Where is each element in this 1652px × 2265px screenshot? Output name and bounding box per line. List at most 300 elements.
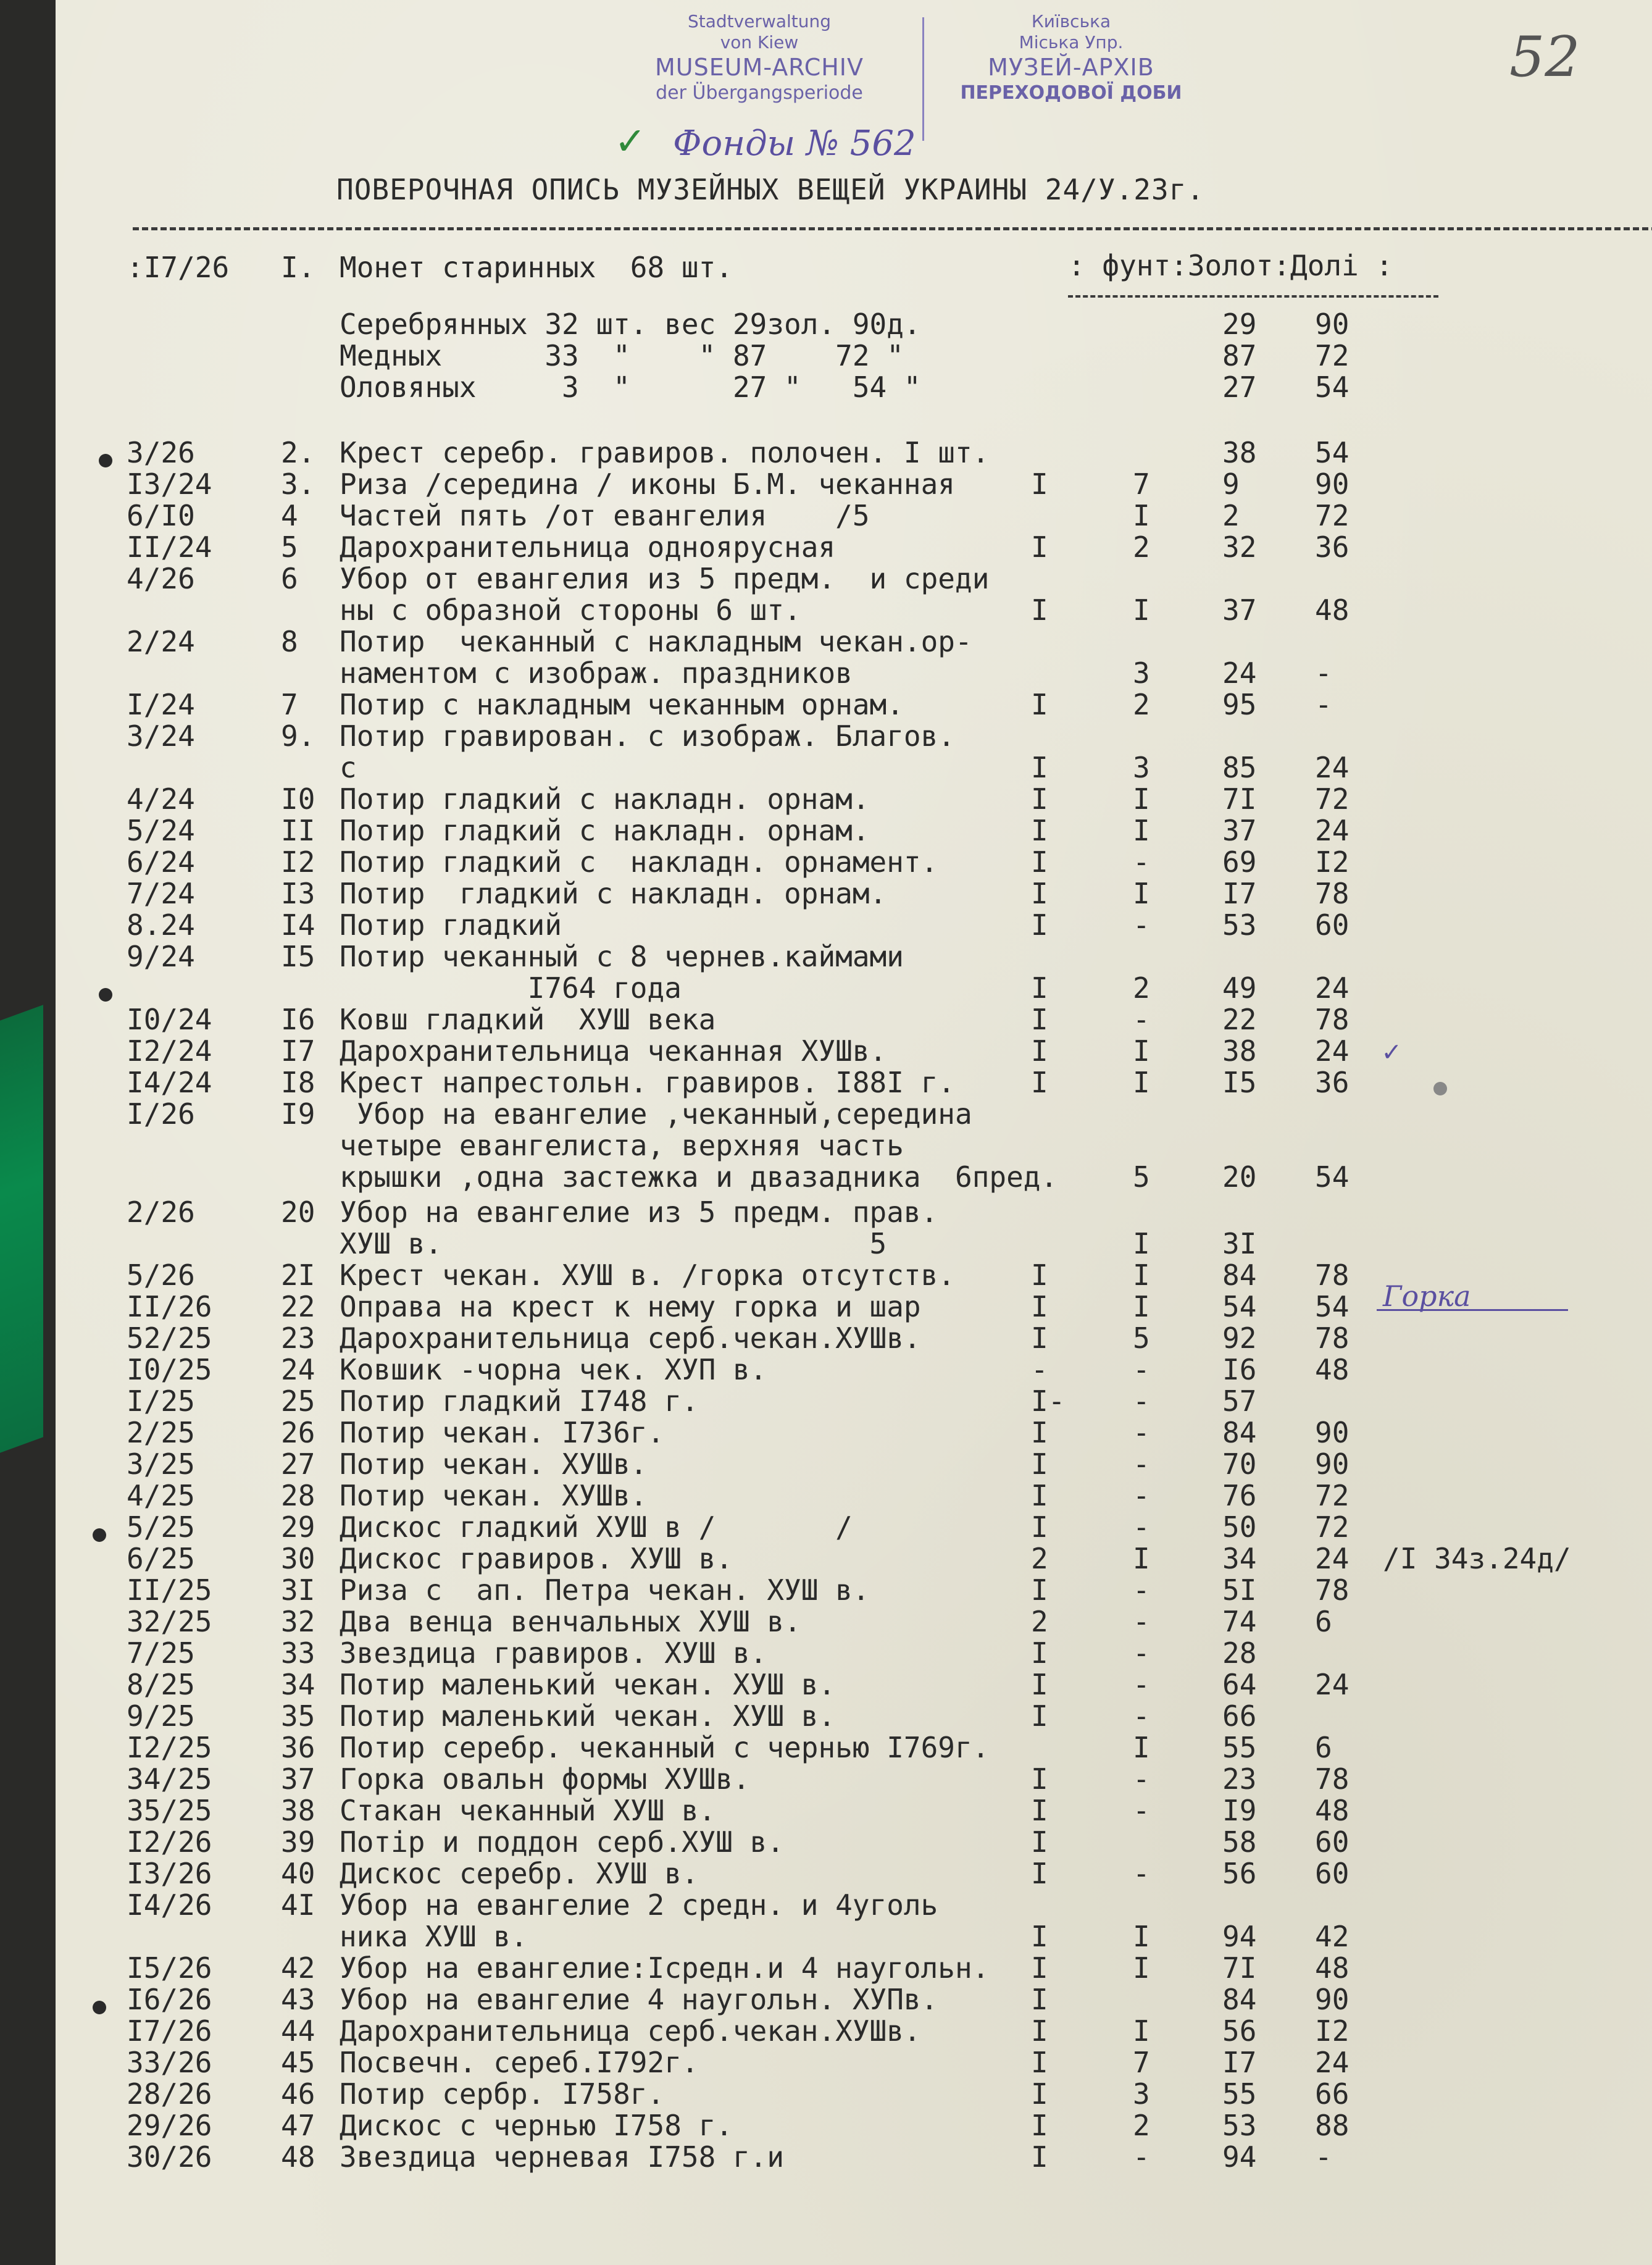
item-description: Дарохранительница серб.чекан.ХУШв. bbox=[340, 1321, 921, 1355]
item-description: наментом с изображ. праздников bbox=[340, 656, 853, 690]
weight-funt: - bbox=[1133, 1636, 1150, 1670]
weight-doli: - bbox=[1315, 688, 1332, 721]
inventory-number: I/24 bbox=[127, 688, 195, 721]
weight-funt: - bbox=[1133, 1794, 1150, 1827]
weight-funt: 2 bbox=[1133, 688, 1150, 721]
item-description: Потир гравирован. с изображ. Благов. bbox=[340, 719, 955, 753]
item-description: Монет старинных 68 шт. bbox=[340, 251, 733, 284]
item-description: Звездица черневая I758 г.и bbox=[340, 2140, 785, 2174]
inventory-number: 34/25 bbox=[127, 1762, 212, 1796]
inventory-number: 9/24 bbox=[127, 940, 195, 973]
weight-doli: 6 bbox=[1315, 1605, 1332, 1638]
weight-zolot: 37 bbox=[1222, 814, 1257, 847]
item-count: I bbox=[1031, 2077, 1048, 2111]
item-description: ХУШ в. 5 bbox=[340, 1227, 887, 1260]
stamp-line: ПЕРЕХОДОВОЇ ДОБИ bbox=[960, 82, 1182, 104]
weight-funt: I bbox=[1133, 1542, 1150, 1575]
stamp-line: МУЗЕЙ-АРХІВ bbox=[988, 54, 1154, 81]
item-description: Потир гладкий с накладн. орнамент. bbox=[340, 845, 938, 879]
item-description: Потир гладкий I748 г. bbox=[340, 1384, 699, 1418]
item-description: I764 года bbox=[340, 971, 682, 1005]
weight-doli: 24 bbox=[1315, 1034, 1350, 1068]
item-count: I bbox=[1031, 2014, 1048, 2048]
item-count: I bbox=[1031, 1825, 1048, 1859]
inventory-number: 6/25 bbox=[127, 1542, 195, 1575]
weight-doli: 66 bbox=[1315, 2077, 1350, 2111]
row-note: /I 34з.24д/ bbox=[1383, 1542, 1571, 1575]
item-number: 39 bbox=[281, 1825, 315, 1859]
item-description: Убор от евангелия из 5 предм. и среди bbox=[340, 562, 990, 595]
weight-funt: - bbox=[1133, 1447, 1150, 1481]
item-description: Дарохранительница серб.чекан.ХУШв. bbox=[340, 2014, 921, 2048]
header-rule bbox=[133, 227, 1652, 230]
item-number: I4 bbox=[281, 908, 315, 942]
item-description: Убор на евангелие из 5 предм. прав. bbox=[340, 1195, 938, 1229]
inventory-number: 3/25 bbox=[127, 1447, 195, 1481]
dot-mark bbox=[99, 454, 112, 467]
document-page bbox=[56, 0, 1652, 2265]
inventory-number: 6/24 bbox=[127, 845, 195, 879]
stamp-line: Міська Упр. bbox=[1019, 32, 1124, 52]
weight-zolot: 55 bbox=[1222, 2077, 1257, 2111]
inventory-number: 30/26 bbox=[127, 2140, 212, 2174]
weight-funt: - bbox=[1133, 1605, 1150, 1638]
weight-doli: 24 bbox=[1315, 1542, 1350, 1575]
inventory-number: 28/26 bbox=[127, 2077, 212, 2111]
weight-funt: - bbox=[1133, 1353, 1150, 1386]
item-description: Риза /середина / иконы Б.М. чеканная bbox=[340, 467, 955, 501]
item-description: Оправа на крест к нему горка и шар bbox=[340, 1290, 921, 1323]
stamp-line: MUSEUM-ARCHIV bbox=[654, 54, 864, 81]
weight-doli: 78 bbox=[1315, 1321, 1350, 1355]
item-description: Потир гладкий с накладн. орнам. bbox=[340, 782, 870, 816]
weight-funt: - bbox=[1133, 1384, 1150, 1418]
weight-doli: 90 bbox=[1315, 467, 1350, 501]
item-number: I0 bbox=[281, 782, 315, 816]
inventory-number: 52/25 bbox=[127, 1321, 212, 1355]
item-description: Крест серебр. гравиров. полочен. I шт. bbox=[340, 436, 990, 469]
weight-funt: - bbox=[1133, 1699, 1150, 1733]
weight-funt: 3 bbox=[1133, 656, 1150, 690]
item-count: I bbox=[1031, 1951, 1048, 1985]
inventory-number: 6/I0 bbox=[127, 499, 195, 532]
dot-mark bbox=[93, 1528, 106, 1542]
item-description: четыре евангелиста, верхняя часть bbox=[340, 1129, 904, 1162]
weight-funt: 2 bbox=[1133, 2109, 1150, 2142]
item-number: 2I bbox=[281, 1258, 315, 1292]
stamp-line: Київська bbox=[1031, 11, 1111, 31]
weight-doli: 54 bbox=[1315, 1160, 1350, 1194]
weight-doli: 54 bbox=[1315, 436, 1350, 469]
weight-doli: 78 bbox=[1315, 1573, 1350, 1607]
item-number: 35 bbox=[281, 1699, 315, 1733]
inventory-number: 32/25 bbox=[127, 1605, 212, 1638]
weight-funt: 2 bbox=[1133, 530, 1150, 564]
item-description: Потир сербр. I758г. bbox=[340, 2077, 665, 2111]
weight-doli: 72 bbox=[1315, 1479, 1350, 1512]
item-description: Дискос серебр. ХУШ в. bbox=[340, 1857, 699, 1890]
item-number: 4I bbox=[281, 1888, 315, 1922]
weight-zolot: I7 bbox=[1222, 2046, 1257, 2079]
item-description: Дискос с чернью I758 г. bbox=[340, 2109, 733, 2142]
weight-funt: I bbox=[1133, 1951, 1150, 1985]
inventory-number: I0/25 bbox=[127, 1353, 212, 1386]
item-number: 37 bbox=[281, 1762, 315, 1796]
item-count: I bbox=[1031, 1003, 1048, 1036]
weight-doli: 60 bbox=[1315, 1825, 1350, 1859]
weight-doli: 24 bbox=[1315, 751, 1350, 784]
weight-funt: I bbox=[1133, 814, 1150, 847]
inventory-number: 2/25 bbox=[127, 1416, 195, 1449]
weight-funt: - bbox=[1133, 1003, 1150, 1036]
item-description: Потир гладкий с накладн. орнам. bbox=[340, 814, 870, 847]
item-description: Потір и поддон серб.ХУШ в. bbox=[340, 1825, 785, 1859]
weight-funt: I bbox=[1133, 1066, 1150, 1099]
dot-mark bbox=[99, 988, 112, 1002]
item-description: Убор на евангелие:Iсредн.и 4 наугольн. bbox=[340, 1951, 990, 1985]
inventory-number: I/26 bbox=[127, 1097, 195, 1131]
page-title: ПОВЕРОЧНАЯ ОПИСЬ МУЗЕЙНЫХ ВЕЩЕЙ УКРАИНЫ 24/У.23г. bbox=[336, 173, 1205, 206]
weight-doli: 78 bbox=[1315, 1258, 1350, 1292]
inventory-number: I3/24 bbox=[127, 467, 212, 501]
stamp-german bbox=[599, 11, 920, 105]
item-description: Потир гладкий с накладн. орнам. bbox=[340, 877, 887, 910]
item-number: 27 bbox=[281, 1447, 315, 1481]
weight-doli: 78 bbox=[1315, 877, 1350, 910]
weight-zolot: 3I bbox=[1222, 1227, 1257, 1260]
item-description: с bbox=[340, 751, 357, 784]
stamp-line: der Übergangsperiode bbox=[656, 82, 863, 104]
weight-zolot: 38 bbox=[1222, 1034, 1257, 1068]
weight-zolot: 32 bbox=[1222, 530, 1257, 564]
weight-doli: 60 bbox=[1315, 1857, 1350, 1890]
weight-doli: I2 bbox=[1315, 845, 1350, 879]
item-description: Убор на евангелие 4 наугольн. ХУПв. bbox=[340, 1983, 938, 2016]
inventory-number: II/26 bbox=[127, 1290, 212, 1323]
item-count: - bbox=[1031, 1353, 1048, 1386]
weight-zolot: 29 bbox=[1222, 308, 1257, 341]
weight-doli: 90 bbox=[1315, 308, 1350, 341]
weight-doli: 60 bbox=[1315, 908, 1350, 942]
item-number: II bbox=[281, 814, 315, 847]
weight-doli: 88 bbox=[1315, 2109, 1350, 2142]
item-description: Два венца венчальных ХУШ в. bbox=[340, 1605, 801, 1638]
inventory-number: I/25 bbox=[127, 1384, 195, 1418]
item-count: I bbox=[1031, 908, 1048, 942]
weight-zolot: 87 bbox=[1222, 339, 1257, 372]
item-description: Медных 33 " " 87 72 " bbox=[340, 339, 904, 372]
weight-doli: 24 bbox=[1315, 971, 1350, 1005]
weight-funt: - bbox=[1133, 845, 1150, 879]
item-description: Потир чекан. ХУШв. bbox=[340, 1479, 648, 1512]
item-description: Потир маленький чекан. ХУШ в. bbox=[340, 1668, 836, 1701]
item-number: I8 bbox=[281, 1066, 315, 1099]
inventory-number: I2/26 bbox=[127, 1825, 212, 1859]
weight-zolot: 7I bbox=[1222, 1951, 1257, 1985]
item-description: Частей пять /от евангелия /5 bbox=[340, 499, 870, 532]
weight-zolot: 66 bbox=[1222, 1699, 1257, 1733]
item-number: 29 bbox=[281, 1510, 315, 1544]
weight-funt: 3 bbox=[1133, 2077, 1150, 2111]
weight-funt: - bbox=[1133, 1510, 1150, 1544]
weight-zolot: 58 bbox=[1222, 1825, 1257, 1859]
weight-zolot: 7I bbox=[1222, 782, 1257, 816]
inventory-number: 3/26 bbox=[127, 436, 195, 469]
item-number: 30 bbox=[281, 1542, 315, 1575]
item-number: I2 bbox=[281, 845, 315, 879]
stamp-line: Stadtverwaltung bbox=[687, 11, 832, 31]
weight-funt: - bbox=[1133, 1573, 1150, 1607]
item-count: I bbox=[1031, 2046, 1048, 2079]
item-number: I5 bbox=[281, 940, 315, 973]
item-description: Потир маленький чекан. ХУШ в. bbox=[340, 1699, 836, 1733]
check-icon: ✓ bbox=[614, 119, 646, 164]
weight-doli: 6 bbox=[1315, 1731, 1332, 1764]
item-count: I bbox=[1031, 1066, 1048, 1099]
item-description: Потир серебр. чеканный с чернью I769г. bbox=[340, 1731, 990, 1764]
inventory-number: 35/25 bbox=[127, 1794, 212, 1827]
item-number: 22 bbox=[281, 1290, 315, 1323]
item-number: 20 bbox=[281, 1195, 315, 1229]
weight-zolot: 54 bbox=[1222, 1290, 1257, 1323]
inventory-number: 2/24 bbox=[127, 625, 195, 658]
weight-funt: I bbox=[1133, 1258, 1150, 1292]
weight-zolot: 2 bbox=[1222, 499, 1240, 532]
item-description: Потир чеканный с накладным чекан.ор- bbox=[340, 625, 972, 658]
item-count: 2 bbox=[1031, 1542, 1048, 1575]
weight-funt: I bbox=[1133, 2014, 1150, 2048]
item-number: 7 bbox=[281, 688, 298, 721]
stamp-divider bbox=[922, 17, 924, 141]
item-description: Крест напрестольн. гравиров. I88I г. bbox=[340, 1066, 955, 1099]
item-count: I- bbox=[1031, 1384, 1066, 1418]
weight-zolot: 27 bbox=[1222, 371, 1257, 404]
item-count: I bbox=[1031, 814, 1048, 847]
item-description: Ковшик -чорна чек. ХУП в. bbox=[340, 1353, 767, 1386]
inventory-number: 2/26 bbox=[127, 1195, 195, 1229]
inventory-number: I2/24 bbox=[127, 1034, 212, 1068]
green-edge bbox=[0, 1005, 43, 1452]
item-count: I bbox=[1031, 530, 1048, 564]
item-count: I bbox=[1031, 2140, 1048, 2174]
item-count: I bbox=[1031, 751, 1048, 784]
inventory-number: 8.24 bbox=[127, 908, 195, 942]
weight-zolot: 56 bbox=[1222, 1857, 1257, 1890]
item-count: I bbox=[1031, 1416, 1048, 1449]
item-description: Потир гладкий bbox=[340, 908, 562, 942]
inventory-number: I7/26 bbox=[127, 2014, 212, 2048]
weight-zolot: 38 bbox=[1222, 436, 1257, 469]
item-count: I bbox=[1031, 877, 1048, 910]
item-number: 33 bbox=[281, 1636, 315, 1670]
weight-zolot: 50 bbox=[1222, 1510, 1257, 1544]
weight-funt: I bbox=[1133, 1731, 1150, 1764]
weight-zolot: I5 bbox=[1222, 1066, 1257, 1099]
weight-zolot: 53 bbox=[1222, 908, 1257, 942]
weight-funt: - bbox=[1133, 1416, 1150, 1449]
inventory-number: 5/24 bbox=[127, 814, 195, 847]
item-number: 48 bbox=[281, 2140, 315, 2174]
item-number: 4 bbox=[281, 499, 298, 532]
item-description: Стакан чеканный ХУШ в. bbox=[340, 1794, 716, 1827]
weight-funt: I bbox=[1133, 499, 1150, 532]
weight-zolot: 28 bbox=[1222, 1636, 1257, 1670]
weight-zolot: 5I bbox=[1222, 1573, 1257, 1607]
unit-header: : фунт:Золот:Долі : bbox=[1068, 249, 1393, 282]
inventory-number: 29/26 bbox=[127, 2109, 212, 2142]
item-description: Потир чекан. ХУШв. bbox=[340, 1447, 648, 1481]
weight-zolot: 55 bbox=[1222, 1731, 1257, 1764]
inventory-number: 4/25 bbox=[127, 1479, 195, 1512]
stamp-ukrainian bbox=[932, 11, 1210, 105]
weight-funt: I bbox=[1133, 1290, 1150, 1323]
item-number: 42 bbox=[281, 1951, 315, 1985]
weight-funt: - bbox=[1133, 1857, 1150, 1890]
item-number: 45 bbox=[281, 2046, 315, 2079]
inventory-number: 33/26 bbox=[127, 2046, 212, 2079]
item-description: Риза с ап. Петра чекан. ХУШ в. bbox=[340, 1573, 870, 1607]
weight-zolot: 34 bbox=[1222, 1542, 1257, 1575]
inventory-number: 7/24 bbox=[127, 877, 195, 910]
item-number: 43 bbox=[281, 1983, 315, 2016]
weight-doli: 90 bbox=[1315, 1983, 1350, 2016]
item-count: I bbox=[1031, 1447, 1048, 1481]
item-count: I bbox=[1031, 1573, 1048, 1607]
item-number: 9. bbox=[281, 719, 315, 753]
weight-doli: 78 bbox=[1315, 1003, 1350, 1036]
weight-zolot: 69 bbox=[1222, 845, 1257, 879]
weight-zolot: 49 bbox=[1222, 971, 1257, 1005]
weight-zolot: 20 bbox=[1222, 1160, 1257, 1194]
weight-doli: 48 bbox=[1315, 1353, 1350, 1386]
weight-funt: 7 bbox=[1133, 467, 1150, 501]
dot-mark bbox=[1433, 1082, 1447, 1095]
weight-funt: - bbox=[1133, 1479, 1150, 1512]
stamp-line: von Kiew bbox=[720, 32, 799, 52]
weight-zolot: 76 bbox=[1222, 1479, 1257, 1512]
weight-funt: I bbox=[1133, 782, 1150, 816]
weight-zolot: 24 bbox=[1222, 656, 1257, 690]
inventory-number: I3/26 bbox=[127, 1857, 212, 1890]
item-number: 26 bbox=[281, 1416, 315, 1449]
weight-doli: 48 bbox=[1315, 1794, 1350, 1827]
inventory-number: I2/25 bbox=[127, 1731, 212, 1764]
item-description: Ковш гладкий ХУШ века bbox=[340, 1003, 716, 1036]
item-description: Крест чекан. ХУШ в. /горка отсутств. bbox=[340, 1258, 955, 1292]
item-number: 36 bbox=[281, 1731, 315, 1764]
weight-funt: I bbox=[1133, 877, 1150, 910]
item-count: I bbox=[1031, 1034, 1048, 1068]
weight-zolot: 85 bbox=[1222, 751, 1257, 784]
item-number: 44 bbox=[281, 2014, 315, 2048]
row-note: ✓ bbox=[1383, 1034, 1400, 1068]
item-number: 24 bbox=[281, 1353, 315, 1386]
weight-doli: - bbox=[1315, 656, 1332, 690]
weight-zolot: 57 bbox=[1222, 1384, 1257, 1418]
dot-mark bbox=[93, 2001, 106, 2014]
weight-funt: 3 bbox=[1133, 751, 1150, 784]
item-number: 3I bbox=[281, 1573, 315, 1607]
inventory-number: 5/26 bbox=[127, 1258, 195, 1292]
item-number: 23 bbox=[281, 1321, 315, 1355]
inventory-number: II/25 bbox=[127, 1573, 212, 1607]
weight-doli: 24 bbox=[1315, 814, 1350, 847]
item-description: Убор на евангелие ,чеканный,середина bbox=[340, 1097, 972, 1131]
item-description: Дарохранительница чеканная ХУШв. bbox=[340, 1034, 887, 1068]
weight-funt: I bbox=[1133, 593, 1150, 627]
weight-doli: 78 bbox=[1315, 1762, 1350, 1796]
inventory-number: II/24 bbox=[127, 530, 212, 564]
item-number: I9 bbox=[281, 1097, 315, 1131]
weight-doli: 48 bbox=[1315, 1951, 1350, 1985]
item-number: 8 bbox=[281, 625, 298, 658]
unit-header-rule bbox=[1068, 295, 1438, 298]
weight-doli: 54 bbox=[1315, 371, 1350, 404]
weight-zolot: 92 bbox=[1222, 1321, 1257, 1355]
item-count: I bbox=[1031, 845, 1048, 879]
weight-zolot: I7 bbox=[1222, 877, 1257, 910]
item-description: Горка овальн формы ХУШв. bbox=[340, 1762, 750, 1796]
item-count: I bbox=[1031, 1321, 1048, 1355]
weight-zolot: I9 bbox=[1222, 1794, 1257, 1827]
weight-funt: - bbox=[1133, 2140, 1150, 2174]
weight-zolot: 74 bbox=[1222, 1605, 1257, 1638]
weight-doli: 36 bbox=[1315, 1066, 1350, 1099]
item-count: I bbox=[1031, 467, 1048, 501]
item-description: Дарохранительница одноярусная bbox=[340, 530, 836, 564]
weight-zolot: 64 bbox=[1222, 1668, 1257, 1701]
weight-funt: 5 bbox=[1133, 1321, 1150, 1355]
item-count: I bbox=[1031, 782, 1048, 816]
inventory-number: I4/26 bbox=[127, 1888, 212, 1922]
weight-doli: I2 bbox=[1315, 2014, 1350, 2048]
item-number: 25 bbox=[281, 1384, 315, 1418]
weight-doli: - bbox=[1315, 2140, 1332, 2174]
weight-funt: - bbox=[1133, 908, 1150, 942]
item-count: 2 bbox=[1031, 1605, 1048, 1638]
item-count: I bbox=[1031, 1479, 1048, 1512]
weight-zolot: 84 bbox=[1222, 1258, 1257, 1292]
item-count: I bbox=[1031, 1920, 1048, 1953]
item-number: I3 bbox=[281, 877, 315, 910]
inventory-number: I4/24 bbox=[127, 1066, 212, 1099]
item-description: Серебрянных 32 шт. вес 29зол. 90д. bbox=[340, 308, 921, 341]
weight-doli: 72 bbox=[1315, 1510, 1350, 1544]
inventory-number: 7/25 bbox=[127, 1636, 195, 1670]
margin-note: Горка bbox=[1383, 1279, 1471, 1313]
item-description: Посвечн. сереб.I792г. bbox=[340, 2046, 699, 2079]
inventory-number: I0/24 bbox=[127, 1003, 212, 1036]
item-count: I bbox=[1031, 1762, 1048, 1796]
archive-stamp bbox=[599, 11, 1210, 141]
item-description: Оловяных 3 " 27 " 54 " bbox=[340, 371, 921, 404]
weight-funt: - bbox=[1133, 1668, 1150, 1701]
weight-doli: 54 bbox=[1315, 1290, 1350, 1323]
inventory-number: I5/26 bbox=[127, 1951, 212, 1985]
inventory-number: 9/25 bbox=[127, 1699, 195, 1733]
item-number: I7 bbox=[281, 1034, 315, 1068]
item-count: I bbox=[1031, 1699, 1048, 1733]
item-description: Потир чекан. I736г. bbox=[340, 1416, 665, 1449]
weight-zolot: 94 bbox=[1222, 1920, 1257, 1953]
item-description: Звездица гравиров. ХУШ в. bbox=[340, 1636, 767, 1670]
weight-funt: I bbox=[1133, 1034, 1150, 1068]
item-count: I bbox=[1031, 1983, 1048, 2016]
item-number: 28 bbox=[281, 1479, 315, 1512]
item-count: I bbox=[1031, 971, 1048, 1005]
inventory-number: I6/26 bbox=[127, 1983, 212, 2016]
item-count: I bbox=[1031, 688, 1048, 721]
